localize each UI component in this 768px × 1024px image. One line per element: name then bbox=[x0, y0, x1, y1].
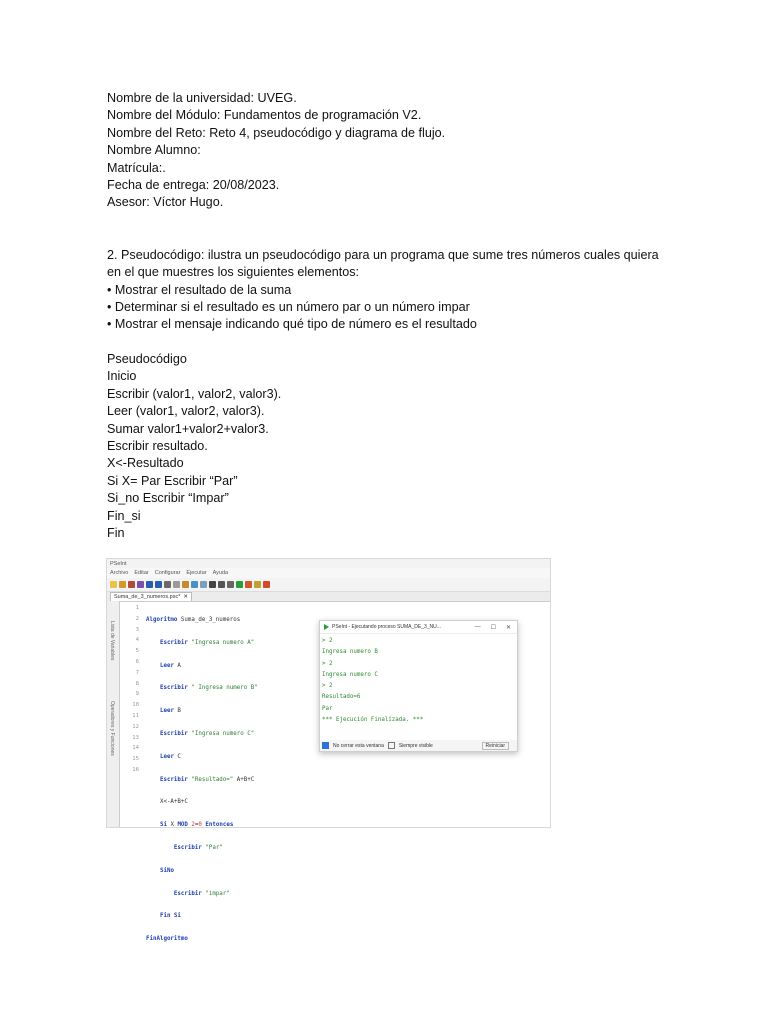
menu-editar[interactable]: Editar bbox=[134, 570, 149, 576]
line-number: 3 bbox=[135, 626, 139, 633]
pseudo-line: Inicio bbox=[107, 369, 137, 384]
module-line: Nombre del Módulo: Fundamentos de programación V2. bbox=[107, 108, 422, 123]
console-line: Ingresa numero B bbox=[322, 649, 378, 656]
app-titlebar bbox=[107, 559, 550, 568]
pseudo-line: Escribir resultado. bbox=[107, 438, 208, 453]
code-line: X<-A+B+C bbox=[146, 799, 188, 806]
advisor-line: Asesor: Víctor Hugo. bbox=[107, 195, 224, 210]
restart-button[interactable]: Reiniciar bbox=[482, 742, 509, 750]
console-line: > 2 bbox=[322, 683, 333, 690]
menu-bar bbox=[107, 568, 550, 578]
operators-panel-label[interactable]: Operadores y Funciones bbox=[109, 701, 115, 756]
execution-console-window[interactable] bbox=[319, 620, 518, 752]
console-titlebar[interactable] bbox=[320, 621, 517, 634]
task-bullet: • Determinar si el resultado es un número par o un número impar bbox=[107, 300, 470, 315]
always-visible-checkbox[interactable] bbox=[388, 742, 395, 749]
app-title: PSeInt bbox=[110, 560, 127, 567]
new-file-icon[interactable] bbox=[110, 581, 117, 588]
date-line: Fecha de entrega: 20/08/2023. bbox=[107, 178, 280, 193]
toolbar bbox=[107, 578, 550, 592]
menu-archivo[interactable]: Archivo bbox=[110, 570, 129, 576]
line-numbers bbox=[120, 601, 142, 827]
line-number: 11 bbox=[132, 712, 139, 719]
console-output bbox=[320, 634, 517, 726]
play-icon bbox=[324, 624, 329, 630]
task-intro-line-1: 2. Pseudocódigo: ilustra un pseudocódigo para un programa que sume tres números cuales quiera bbox=[107, 247, 659, 262]
line-number: 2 bbox=[135, 615, 139, 622]
code-line: Escribir "Resultado=" A+B+C bbox=[159, 776, 255, 783]
tab-suma-de-3-numeros[interactable] bbox=[110, 592, 192, 601]
pseudo-line: Fin_si bbox=[107, 508, 141, 523]
maximize-button[interactable]: ☐ bbox=[490, 624, 496, 631]
pseudo-line: Sumar valor1+valor2+valor3. bbox=[107, 421, 269, 436]
redo-icon[interactable] bbox=[155, 581, 162, 588]
step-icon[interactable] bbox=[227, 581, 234, 588]
menu-ayuda[interactable]: Ayuda bbox=[212, 570, 229, 576]
code-line: Escribir " Ingresa numero B" bbox=[159, 685, 258, 692]
pseint-screenshot bbox=[106, 558, 551, 943]
console-title: PSeInt - Ejecutando proceso SUMA_DE_3_NU... bbox=[332, 624, 441, 630]
console-line: Resultado=6 bbox=[322, 694, 361, 701]
code-line: Escribir "Par" bbox=[173, 844, 223, 851]
stop-icon[interactable] bbox=[263, 581, 270, 588]
pseudo-line: Si X= Par Escribir “Par” bbox=[107, 473, 238, 488]
code-line: Leer B bbox=[159, 708, 181, 715]
task-bullet: • Mostrar el mensaje indicando qué tipo de número es el resultado bbox=[107, 317, 477, 332]
undo-icon[interactable] bbox=[146, 581, 153, 588]
university-line: Nombre de la universidad: UVEG. bbox=[107, 91, 297, 105]
line-number: 16 bbox=[132, 766, 139, 773]
cut-icon[interactable] bbox=[164, 581, 171, 588]
menu-ejecutar[interactable]: Ejecutar bbox=[186, 570, 207, 576]
code-line: Leer C bbox=[159, 753, 181, 760]
task-bullet: • Mostrar el resultado de la suma bbox=[107, 282, 292, 297]
code-line: Escribir "impar" bbox=[173, 890, 230, 897]
indent-icon[interactable] bbox=[191, 581, 198, 588]
line-number: 5 bbox=[135, 648, 139, 655]
console-line: > 2 bbox=[322, 660, 333, 667]
code-line: SiNo bbox=[159, 867, 174, 874]
copy-icon[interactable] bbox=[173, 581, 180, 588]
line-number: 8 bbox=[135, 680, 139, 687]
close-button[interactable]: ✕ bbox=[505, 624, 511, 631]
student-line: Nombre Alumno: bbox=[107, 143, 201, 158]
code-line: Escribir "Ingresa numero C" bbox=[159, 730, 255, 737]
document-body bbox=[107, 90, 667, 542]
side-panel bbox=[107, 601, 120, 827]
search-icon[interactable] bbox=[200, 581, 207, 588]
variables-panel-label[interactable]: Lista de Variables bbox=[109, 621, 115, 661]
close-icon[interactable]: ✕ bbox=[183, 594, 188, 600]
console-line: Par bbox=[322, 705, 333, 712]
pseudo-line: Si_no Escribir “Impar” bbox=[107, 491, 229, 506]
diagram-icon[interactable] bbox=[245, 581, 252, 588]
code-line: Leer A bbox=[159, 662, 181, 669]
help-icon[interactable] bbox=[254, 581, 261, 588]
flow-icon[interactable] bbox=[209, 581, 216, 588]
minimize-button[interactable]: — bbox=[474, 623, 481, 630]
pseudo-heading: Pseudocódigo bbox=[107, 351, 187, 366]
tab-label: Suma_de_3_numeros.psc* bbox=[114, 594, 181, 600]
code-line: Escribir "Ingresa numero A" bbox=[159, 639, 255, 646]
line-number: 10 bbox=[132, 702, 139, 709]
console-footer bbox=[320, 740, 517, 751]
line-number: 9 bbox=[135, 691, 139, 698]
open-file-icon[interactable] bbox=[119, 581, 126, 588]
pseudo-line: Fin bbox=[107, 525, 125, 540]
paste-icon[interactable] bbox=[182, 581, 189, 588]
console-line: > 2 bbox=[322, 638, 333, 644]
line-number: 14 bbox=[132, 745, 139, 752]
code-line: Fin Si bbox=[159, 913, 181, 920]
line-number: 7 bbox=[135, 669, 139, 676]
line-number: 4 bbox=[135, 637, 139, 644]
id-line: Matrícula:. bbox=[107, 160, 166, 175]
console-line: *** Ejecución Finalizada. *** bbox=[322, 717, 424, 724]
pseudo-line: Leer (valor1, valor2, valor3). bbox=[107, 404, 265, 419]
debug-icon[interactable] bbox=[218, 581, 225, 588]
save-as-icon[interactable] bbox=[137, 581, 144, 588]
line-number: 12 bbox=[132, 723, 139, 730]
save-icon[interactable] bbox=[128, 581, 135, 588]
task-intro-line-2: en el que muestres los siguientes elementos: bbox=[107, 265, 360, 280]
pseudo-line: Escribir (valor1, valor2, valor3). bbox=[107, 386, 282, 401]
code-line: Algoritmo Suma_de_3_numeros bbox=[146, 617, 241, 623]
line-number: 6 bbox=[135, 658, 139, 665]
keep-open-checkbox[interactable] bbox=[322, 742, 329, 749]
code-line bbox=[146, 957, 550, 968]
run-icon[interactable] bbox=[236, 581, 243, 588]
console-line: Ingresa numero C bbox=[322, 671, 378, 678]
line-number: 15 bbox=[132, 756, 139, 763]
code-line: FinAlgoritmo bbox=[146, 936, 188, 943]
line-number: 1 bbox=[135, 605, 139, 611]
code-line: Si X MOD 2=0 Entonces bbox=[159, 822, 234, 829]
pseudo-line: X<-Resultado bbox=[107, 456, 184, 471]
menu-configurar[interactable]: Configurar bbox=[154, 570, 181, 576]
always-visible-label: Siempre visible bbox=[398, 742, 433, 749]
challenge-line: Nombre del Reto: Reto 4, pseudocódigo y diagrama de flujo. bbox=[107, 125, 446, 140]
line-number: 13 bbox=[132, 734, 139, 741]
keep-open-label: No cerrar esta ventana bbox=[333, 742, 384, 749]
